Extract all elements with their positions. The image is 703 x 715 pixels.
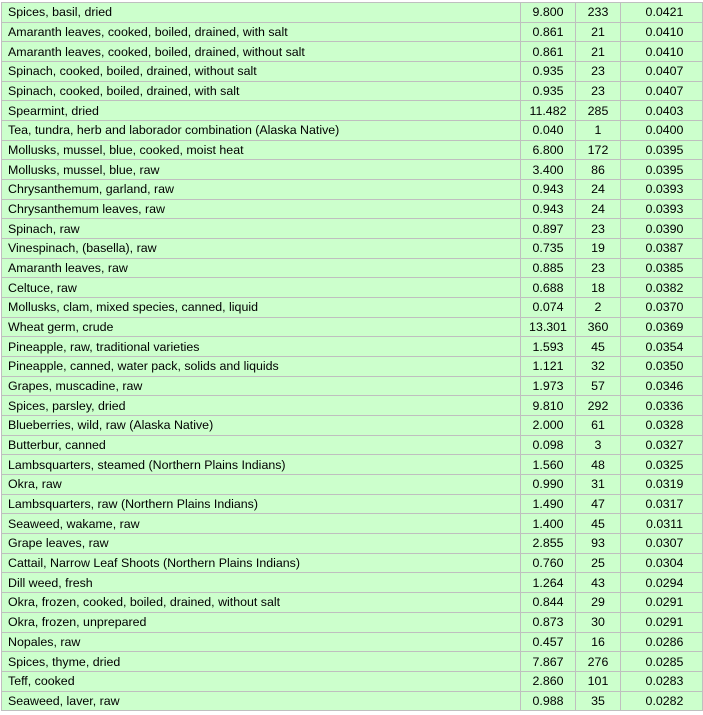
value-c-cell: 0.0319 [621,475,703,495]
table-row [2,612,703,632]
value-b-cell: 3 [576,435,621,455]
value-a-cell: 2.855 [521,534,576,554]
value-a-cell: 1.560 [521,455,576,475]
value-c-cell: 0.0400 [621,121,703,141]
value-a-cell: 0.990 [521,475,576,495]
value-c-cell: 0.0410 [621,22,703,42]
table-row [2,593,703,613]
table-row [2,199,703,219]
value-c-cell: 0.0291 [621,612,703,632]
food-data-table [1,2,703,711]
value-c-cell: 0.0350 [621,357,703,377]
table-row [2,396,703,416]
value-b-cell: 45 [576,514,621,534]
food-name-cell: Lambsquarters, steamed (Northern Plains Indians) [2,455,521,475]
value-b-cell: 23 [576,219,621,239]
value-a-cell: 0.735 [521,239,576,259]
value-a-cell: 9.810 [521,396,576,416]
food-name-cell: Spices, parsley, dried [2,396,521,416]
value-c-cell: 0.0294 [621,573,703,593]
value-a-cell: 0.988 [521,691,576,711]
food-name-cell: Okra, frozen, unprepared [2,612,521,632]
value-c-cell: 0.0369 [621,317,703,337]
value-b-cell: 23 [576,258,621,278]
value-a-cell: 0.943 [521,199,576,219]
table-row [2,416,703,436]
value-a-cell: 2.860 [521,671,576,691]
value-b-cell: 29 [576,593,621,613]
value-b-cell: 1 [576,121,621,141]
food-name-cell: Okra, frozen, cooked, boiled, drained, without salt [2,593,521,613]
value-a-cell: 11.482 [521,101,576,121]
food-name-cell: Spices, basil, dried [2,3,521,23]
table-row [2,337,703,357]
value-b-cell: 16 [576,632,621,652]
value-a-cell: 0.885 [521,258,576,278]
value-a-cell: 0.935 [521,81,576,101]
value-a-cell: 2.000 [521,416,576,436]
table-row [2,475,703,495]
food-name-cell: Butterbur, canned [2,435,521,455]
food-name-cell: Teff, cooked [2,671,521,691]
table-row [2,239,703,259]
food-name-cell: Pineapple, raw, traditional varieties [2,337,521,357]
food-name-cell: Nopales, raw [2,632,521,652]
value-a-cell: 0.074 [521,298,576,318]
table-row [2,160,703,180]
table-row [2,357,703,377]
value-c-cell: 0.0395 [621,160,703,180]
value-b-cell: 24 [576,199,621,219]
value-a-cell: 7.867 [521,652,576,672]
value-a-cell: 0.861 [521,42,576,62]
table-row [2,671,703,691]
value-a-cell: 0.943 [521,180,576,200]
value-a-cell: 0.457 [521,632,576,652]
value-b-cell: 101 [576,671,621,691]
value-b-cell: 61 [576,416,621,436]
table-row [2,258,703,278]
value-b-cell: 57 [576,376,621,396]
table-row [2,691,703,711]
value-c-cell: 0.0370 [621,298,703,318]
value-b-cell: 45 [576,337,621,357]
value-b-cell: 93 [576,534,621,554]
value-c-cell: 0.0327 [621,435,703,455]
food-name-cell: Blueberries, wild, raw (Alaska Native) [2,416,521,436]
value-b-cell: 172 [576,140,621,160]
value-c-cell: 0.0421 [621,3,703,23]
table-row [2,180,703,200]
value-c-cell: 0.0382 [621,278,703,298]
value-a-cell: 3.400 [521,160,576,180]
table-row [2,573,703,593]
value-c-cell: 0.0286 [621,632,703,652]
table-row [2,376,703,396]
food-name-cell: Spinach, cooked, boiled, drained, without salt [2,62,521,82]
value-c-cell: 0.0387 [621,239,703,259]
value-b-cell: 2 [576,298,621,318]
value-a-cell: 0.861 [521,22,576,42]
value-c-cell: 0.0283 [621,671,703,691]
value-b-cell: 18 [576,278,621,298]
table-row [2,652,703,672]
value-b-cell: 285 [576,101,621,121]
value-a-cell: 0.935 [521,62,576,82]
table-row [2,219,703,239]
value-a-cell: 0.873 [521,612,576,632]
food-name-cell: Spinach, raw [2,219,521,239]
food-name-cell: Mollusks, mussel, blue, cooked, moist heat [2,140,521,160]
table-row [2,455,703,475]
value-c-cell: 0.0393 [621,180,703,200]
value-c-cell: 0.0407 [621,62,703,82]
value-b-cell: 30 [576,612,621,632]
food-name-cell: Wheat germ, crude [2,317,521,337]
table-row [2,632,703,652]
value-b-cell: 24 [576,180,621,200]
value-a-cell: 1.593 [521,337,576,357]
food-name-cell: Mollusks, clam, mixed species, canned, liquid [2,298,521,318]
value-b-cell: 23 [576,62,621,82]
value-a-cell: 6.800 [521,140,576,160]
food-name-cell: Okra, raw [2,475,521,495]
value-c-cell: 0.0317 [621,494,703,514]
value-c-cell: 0.0304 [621,553,703,573]
value-a-cell: 0.760 [521,553,576,573]
food-name-cell: Spices, thyme, dried [2,652,521,672]
value-b-cell: 48 [576,455,621,475]
food-name-cell: Spinach, cooked, boiled, drained, with salt [2,81,521,101]
table-body [2,3,703,711]
value-c-cell: 0.0410 [621,42,703,62]
value-c-cell: 0.0346 [621,376,703,396]
food-name-cell: Pineapple, canned, water pack, solids and liquids [2,357,521,377]
value-a-cell: 0.688 [521,278,576,298]
value-b-cell: 31 [576,475,621,495]
food-name-cell: Seaweed, laver, raw [2,691,521,711]
table-row [2,298,703,318]
value-c-cell: 0.0282 [621,691,703,711]
food-name-cell: Chrysanthemum leaves, raw [2,199,521,219]
value-a-cell: 1.264 [521,573,576,593]
food-name-cell: Mollusks, mussel, blue, raw [2,160,521,180]
value-a-cell: 0.040 [521,121,576,141]
value-a-cell: 9.800 [521,3,576,23]
value-b-cell: 32 [576,357,621,377]
food-name-cell: Amaranth leaves, cooked, boiled, drained, without salt [2,42,521,62]
value-a-cell: 0.098 [521,435,576,455]
table-row [2,101,703,121]
food-name-cell: Tea, tundra, herb and laborador combination (Alaska Native) [2,121,521,141]
value-c-cell: 0.0291 [621,593,703,613]
value-b-cell: 21 [576,42,621,62]
table-row [2,62,703,82]
value-b-cell: 25 [576,553,621,573]
value-c-cell: 0.0285 [621,652,703,672]
food-name-cell: Amaranth leaves, raw [2,258,521,278]
food-name-cell: Amaranth leaves, cooked, boiled, drained, with salt [2,22,521,42]
value-c-cell: 0.0385 [621,258,703,278]
food-name-cell: Celtuce, raw [2,278,521,298]
value-b-cell: 233 [576,3,621,23]
value-b-cell: 276 [576,652,621,672]
value-c-cell: 0.0403 [621,101,703,121]
value-a-cell: 13.301 [521,317,576,337]
value-c-cell: 0.0354 [621,337,703,357]
value-c-cell: 0.0325 [621,455,703,475]
value-c-cell: 0.0395 [621,140,703,160]
table-row [2,140,703,160]
table-row [2,494,703,514]
table-row [2,121,703,141]
table-row [2,317,703,337]
value-a-cell: 1.490 [521,494,576,514]
value-a-cell: 1.973 [521,376,576,396]
value-b-cell: 292 [576,396,621,416]
value-c-cell: 0.0393 [621,199,703,219]
value-b-cell: 21 [576,22,621,42]
value-c-cell: 0.0407 [621,81,703,101]
value-b-cell: 360 [576,317,621,337]
value-b-cell: 23 [576,81,621,101]
table-row [2,81,703,101]
value-b-cell: 35 [576,691,621,711]
food-name-cell: Cattail, Narrow Leaf Shoots (Northern Plains Indians) [2,553,521,573]
value-c-cell: 0.0307 [621,534,703,554]
table-row [2,553,703,573]
table-row [2,514,703,534]
value-a-cell: 1.400 [521,514,576,534]
food-name-cell: Chrysanthemum, garland, raw [2,180,521,200]
table-row [2,534,703,554]
food-name-cell: Dill weed, fresh [2,573,521,593]
table-row [2,3,703,23]
value-c-cell: 0.0390 [621,219,703,239]
value-c-cell: 0.0328 [621,416,703,436]
value-a-cell: 0.844 [521,593,576,613]
value-b-cell: 86 [576,160,621,180]
food-name-cell: Seaweed, wakame, raw [2,514,521,534]
table-row [2,42,703,62]
table-row [2,278,703,298]
food-name-cell: Spearmint, dried [2,101,521,121]
value-a-cell: 0.897 [521,219,576,239]
table-row [2,435,703,455]
value-a-cell: 1.121 [521,357,576,377]
value-c-cell: 0.0311 [621,514,703,534]
food-name-cell: Vinespinach, (basella), raw [2,239,521,259]
food-name-cell: Grape leaves, raw [2,534,521,554]
value-b-cell: 47 [576,494,621,514]
value-c-cell: 0.0336 [621,396,703,416]
food-name-cell: Grapes, muscadine, raw [2,376,521,396]
table-row [2,22,703,42]
value-b-cell: 43 [576,573,621,593]
food-name-cell: Lambsquarters, raw (Northern Plains Indians) [2,494,521,514]
value-b-cell: 19 [576,239,621,259]
